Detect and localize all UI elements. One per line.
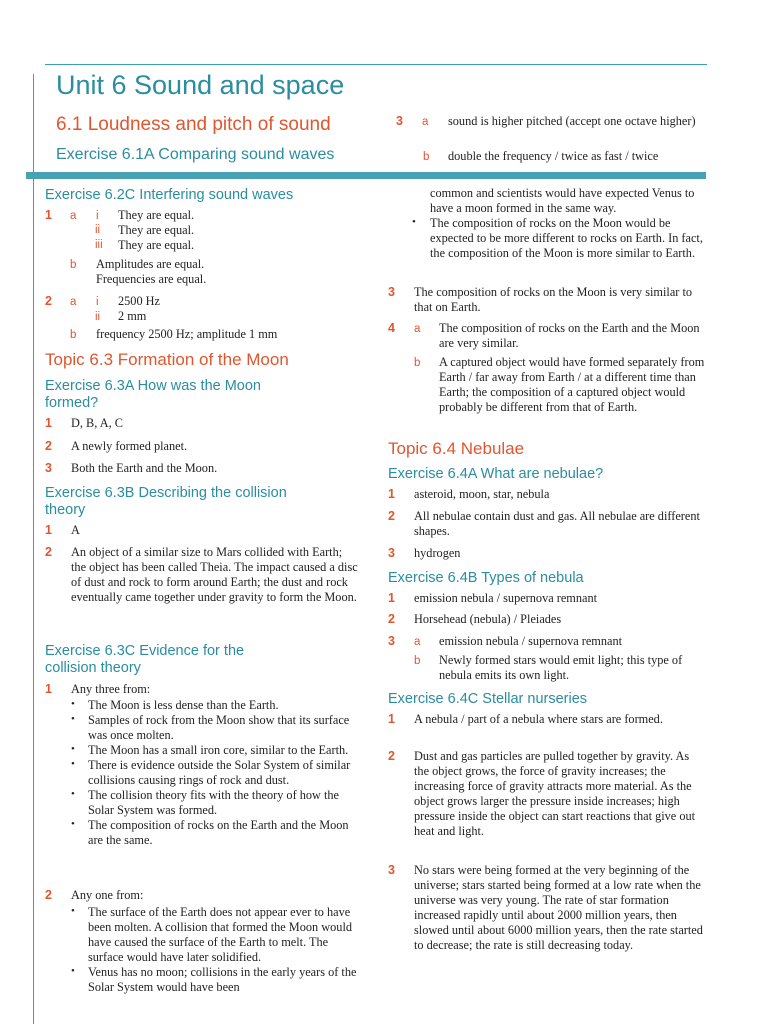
q-number: 2	[45, 294, 52, 308]
exercise-6-4b-title: Exercise 6.4B Types of nebula	[388, 570, 584, 586]
bullet-text: The composition of rocks on the Earth and the Moon are the same.	[88, 818, 349, 847]
q-number: 1	[388, 712, 395, 726]
answer-text: Both the Earth and the Moon.	[71, 461, 218, 475]
answer-text: hydrogen	[414, 546, 461, 560]
bullet-list	[71, 698, 361, 848]
q-letter: a	[70, 296, 77, 308]
answer-text: They are equal.	[118, 208, 195, 222]
answer-text: 2500 Hz	[118, 294, 161, 308]
answer-text: They are equal.	[118, 238, 195, 252]
q-number: 1	[45, 682, 52, 696]
answer-text: A captured object would have formed separately from Earth / far away from Earth / at a different time than Earth; the composition of a captured object would probably be different from that of Earth.	[439, 355, 705, 414]
q-number: 2	[45, 439, 52, 453]
q3b-answer: double the frequency / twice as fast / twice	[448, 149, 659, 163]
list-item	[71, 698, 361, 713]
bullet-text: The Moon is less dense than the Earth.	[88, 698, 279, 712]
answer-text: The composition of rocks on the Moon is very similar to that on Earth.	[414, 285, 693, 314]
bullet-icon: •	[71, 965, 75, 977]
answer-text: frequency 2500 Hz; amplitude 1 mm	[96, 327, 278, 341]
q3b-letter: b	[423, 151, 430, 163]
answer-text: 2 mm	[118, 309, 147, 323]
bullet-text: The Moon has a small iron core, similar to the Earth.	[88, 743, 349, 757]
q-roman: ii	[95, 224, 101, 236]
answer-text: Horsehead (nebula) / Pleiades	[414, 612, 562, 626]
bullet-text: The surface of the Earth does not appear ever to have been molten. A collision that formed the Moon would have caused the surface of the Earth to melt. The surface would have later solidified.	[88, 905, 353, 964]
q-number: 2	[388, 509, 395, 523]
answer-text: An object of a similar size to Mars collided with Earth; the object has been called Theia. The impact caused a disc of dust and rock to form around Earth; the dust and rock eventually came together under gravity to form the Moon.	[71, 545, 358, 604]
answer-text: Amplitudes are equal. Frequencies are equal.	[96, 257, 207, 286]
q3a-answer: sound is higher pitched (accept one octave higher)	[448, 114, 696, 128]
answer-text: Any one from:	[71, 888, 144, 902]
q-number: 1	[388, 591, 395, 605]
bullet-icon: •	[71, 818, 75, 830]
exercise-6-3b-title: Exercise 6.3B Describing the collision theory	[45, 485, 287, 518]
answer-text: Newly formed stars would emit light; this type of nebula emits its own light.	[439, 653, 683, 682]
list-item	[71, 758, 361, 788]
bullet-icon: •	[71, 905, 75, 917]
answer-text: emission nebula / supernova remnant	[414, 591, 598, 605]
answer-text: All nebulae contain dust and gas. All nebulae are different shapes.	[414, 509, 700, 538]
bullet-icon: •	[71, 698, 75, 710]
q-number: 4	[388, 321, 395, 335]
list-item	[412, 216, 715, 261]
q-number: 1	[45, 416, 52, 430]
exercise-6-2c-title: Exercise 6.2C Interfering sound waves	[45, 187, 294, 203]
answer-text: They are equal.	[118, 223, 195, 237]
list-item	[71, 818, 361, 848]
q-number: 3	[388, 285, 395, 299]
q-roman: ii	[95, 311, 101, 323]
topic-6-4-title: Topic 6.4 Nebulae	[388, 439, 525, 458]
bullet-text: Samples of rock from the Moon show that its surface was once molten.	[88, 713, 350, 742]
answer-text: A nebula / part of a nebula where stars are formed.	[414, 712, 663, 726]
list-item	[71, 743, 361, 758]
answer-text: Dust and gas particles are pulled together by gravity. As the object grows, the force of gravity increases; the increasing force of gravity attracts more material. As the object grows larger the pressure inside increases; high pressure inside the object can start reactions that give out heat and light.	[414, 749, 696, 838]
q-number: 2	[388, 612, 395, 626]
list-item	[71, 713, 361, 743]
q-number: 3	[388, 546, 395, 560]
answer-text: A	[71, 523, 80, 537]
section-divider-band	[26, 172, 706, 179]
q-letter: b	[414, 655, 421, 667]
q-letter: a	[414, 636, 421, 648]
bullet-icon: •	[71, 743, 75, 755]
exercise-6-3c-title: Exercise 6.3C Evidence for the collision theory	[45, 643, 245, 676]
bullet-text: Venus has no moon; collisions in the early years of the Solar System would have been	[88, 965, 357, 994]
q-number: 3	[388, 634, 395, 648]
bullet-text: The collision theory fits with the theory of how the Solar System was formed.	[88, 788, 340, 817]
list-item	[71, 965, 361, 995]
topic-6-3-title: Topic 6.3 Formation of the Moon	[45, 350, 289, 369]
q-roman: iii	[95, 239, 103, 251]
q-number: 2	[45, 545, 52, 559]
q-letter: a	[70, 210, 77, 222]
bullet-text: There is evidence outside the Solar System of similar collisions causing rings of rock and dust.	[88, 758, 351, 787]
list-item	[71, 905, 361, 965]
answer-text: asteroid, moon, star, nebula	[414, 487, 550, 501]
section-title: 6.1 Loudness and pitch of sound	[56, 114, 331, 135]
bullet-list	[71, 905, 361, 995]
q3-number: 3	[396, 114, 403, 128]
bullet-icon: •	[71, 788, 75, 800]
answer-text: D, B, A, C	[71, 416, 123, 430]
q-number: 1	[45, 208, 52, 222]
q-letter: b	[70, 259, 77, 271]
q-number: 1	[45, 523, 52, 537]
q-number: 2	[388, 749, 395, 763]
list-item	[71, 788, 361, 818]
answer-text: The composition of rocks on the Earth and the Moon are very similar.	[439, 321, 700, 350]
q3a-letter: a	[422, 116, 429, 128]
bullet-text: The composition of rocks on the Moon would be expected to be more different to rocks on Earth. In fact, the composition of the Moon is more similar to Earth.	[430, 216, 703, 260]
bullet-icon: •	[71, 758, 75, 770]
q-number: 3	[45, 461, 52, 475]
exercise-6-1a-title: Exercise 6.1A Comparing sound waves	[56, 146, 335, 163]
unit-title: Unit 6 Sound and space	[56, 70, 345, 100]
q-letter: a	[414, 323, 421, 335]
answer-text: A newly formed planet.	[71, 439, 188, 453]
margin-rule	[33, 74, 34, 1024]
q-letter: b	[414, 357, 421, 369]
q-number: 1	[388, 487, 395, 501]
continued-text: common and scientists would have expected Venus to have a moon formed in the same way.	[430, 186, 695, 215]
exercise-6-3a-title: Exercise 6.3A How was the Moon formed?	[45, 378, 261, 411]
answer-text: No stars were being formed at the very beginning of the universe; stars started being formed at a low rate when the universe was very young. The rate of star formation increased rapidly until about 2000 million years, then slowed until about 6000 million years, then the rate started to decrease; the rate is still decreasing today.	[414, 863, 703, 952]
q-letter: b	[70, 329, 77, 341]
q-number: 3	[388, 863, 395, 877]
bullet-icon: •	[412, 216, 416, 228]
q-roman: i	[96, 210, 99, 222]
header-rule	[45, 64, 707, 65]
answer-text: Any three from:	[71, 682, 151, 696]
exercise-6-4a-title: Exercise 6.4A What are nebulae?	[388, 466, 604, 482]
q-roman: i	[96, 296, 99, 308]
exercise-6-4c-title: Exercise 6.4C Stellar nurseries	[388, 691, 588, 707]
bullet-icon: •	[71, 713, 75, 725]
q-number: 2	[45, 888, 52, 902]
answer-text: emission nebula / supernova remnant	[439, 634, 623, 648]
